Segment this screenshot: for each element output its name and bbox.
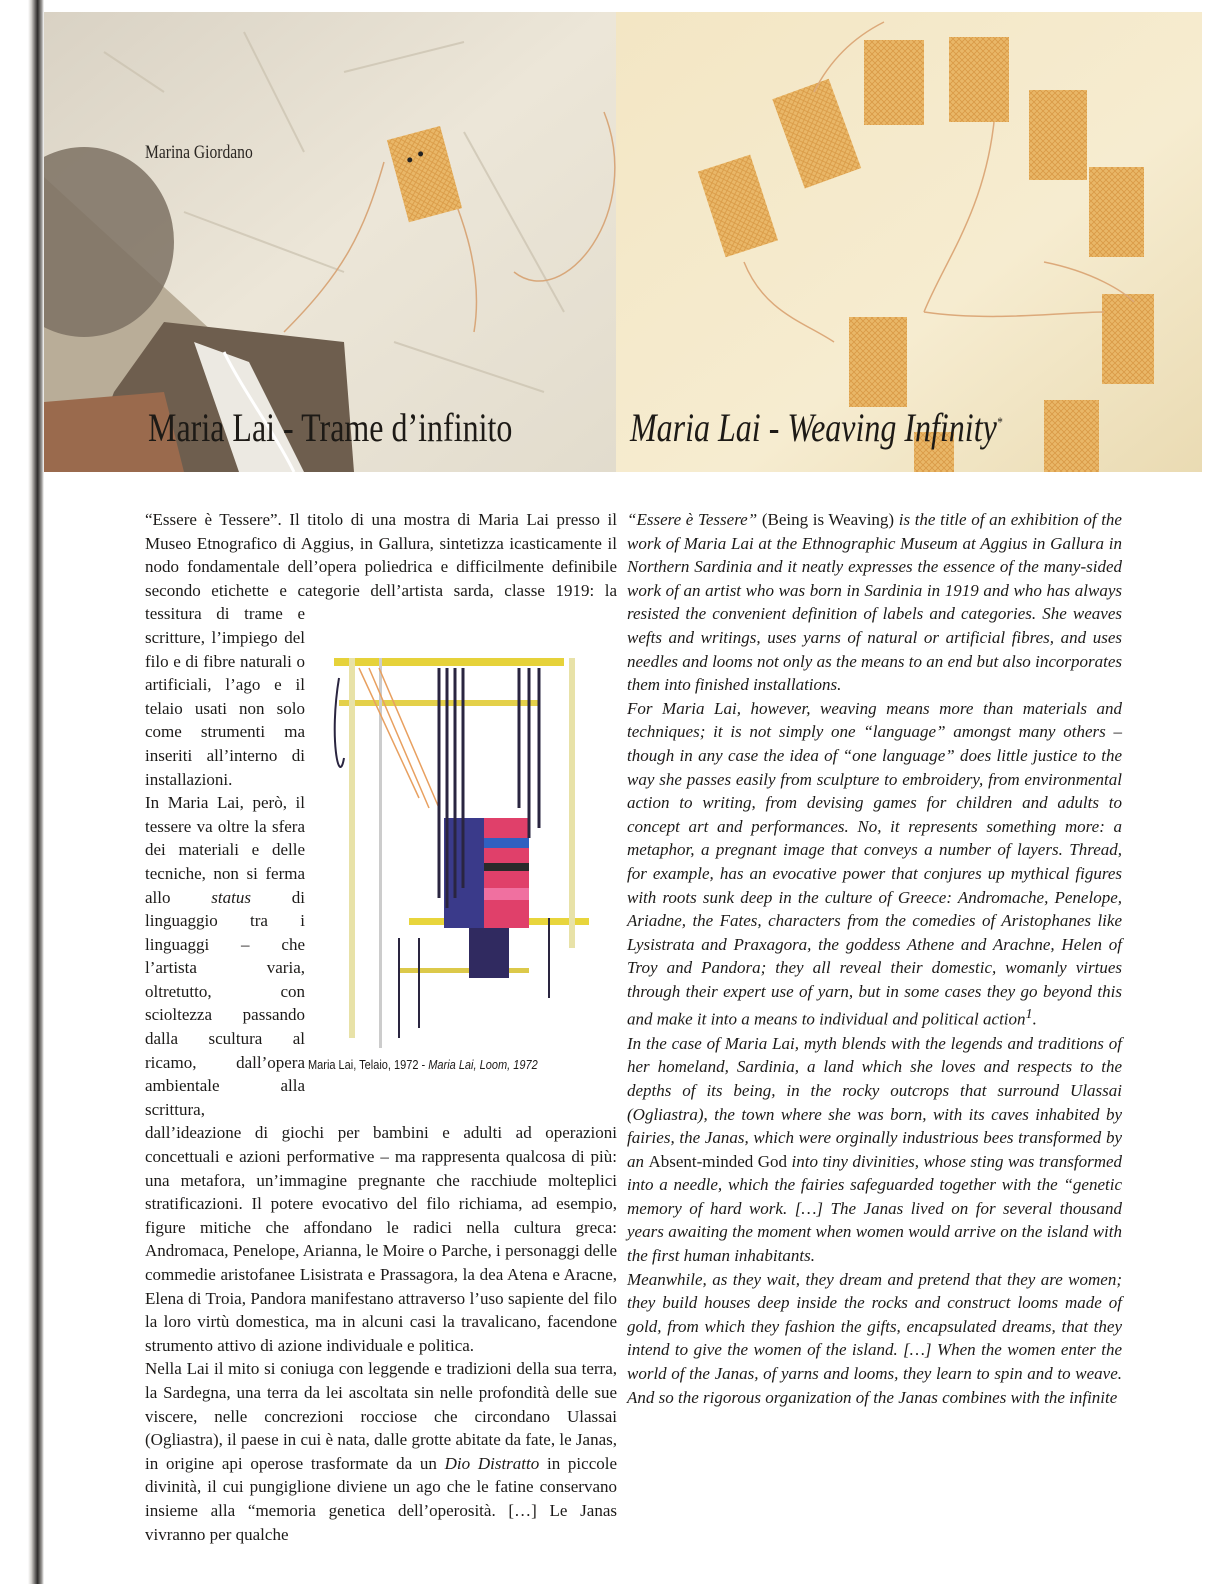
text-segment: “Essere è Tessere” bbox=[627, 510, 762, 529]
italian-column bbox=[145, 508, 617, 1546]
loom-figure bbox=[305, 604, 617, 1100]
title-italian: Maria Lai - Trame d’infinito bbox=[148, 405, 513, 450]
header-banner bbox=[44, 12, 1202, 472]
text-segment: Nella Lai il mito si coniuga con leggende e tradizioni della sua terra, la Sardegna, una terra da lei ascoltata sin nelle profondità delle sue viscere, nelle concrezioni rocciose che circondano Ulassai (Ogliastra), il paese in cui è nata, dalle grotte abitate da fate, le Janas, in origine api operose trasformate da un bbox=[145, 1359, 617, 1473]
text-segment: . bbox=[1032, 1010, 1037, 1030]
text-segment-roman: (Being is Weaving) bbox=[761, 510, 895, 529]
english-paragraph bbox=[627, 697, 1122, 1032]
author-name: Marina Giordano bbox=[145, 142, 253, 163]
english-column bbox=[627, 508, 1122, 1409]
caption-english: Maria Lai, Loom, 1972 bbox=[428, 1058, 538, 1073]
text-segment-italic: status bbox=[211, 887, 251, 907]
english-paragraph bbox=[627, 1032, 1122, 1268]
text-segment: di linguaggio tra i linguaggi – che l’artista varia, oltretutto, con scioltezza passando dalla scultura al ricamo, dall’opera ambientale alla scrittura, dall’ideazione di giochi per bambini e adulti ad operazioni concettuali e azioni performative – ma rappresenta qualcosa di più: una metafora, un’immagine pregnante che racchiude molteplici stratificazioni. Il potere evocativo del filo richiama, ad esempio, figure mitiche che affondano le radici nella cultura greca: Andromaca, Penelope, Arianna, le Moire o Parche, i personaggi delle commedie aristofanee Lisistrata e Prassagora, la dea Atena e Aracne, Elena di Troia, Pandora manifestano attraverso l’uso sapiente del filo la loro virtù domestica, ma in alcuni casi la travalicano, facendone strumento attivo di azione individuale e politica. bbox=[145, 887, 617, 1355]
english-paragraph bbox=[627, 508, 1122, 697]
loom-image bbox=[319, 638, 604, 1058]
caption-italian: Maria Lai, Telaio, 1972 - bbox=[308, 1058, 429, 1073]
text-segment-italic: Dio Distratto bbox=[444, 1453, 540, 1473]
english-paragraph: Meanwhile, as they wait, they dream and pretend that they are women; they build houses deep inside the rocks and construct looms made of gold, from which they fashion the gifts, encapsulated dreams, that they intend to give the women of the island. […] When the women enter the world of the Janas, of yarns and looms, they learn to spin and to weave. And so the rigorous organization of the Janas combines with the infinite bbox=[627, 1269, 1122, 1407]
page-spine bbox=[28, 0, 44, 1584]
text-segment: into tiny divinities, whose sting was transformed into a needle, which the fairies safeguarded together with the “genetic memory of hard work. […] The Janas lived on for several thousand years awaiting the moment when women would arrive on the island with the first human inhabitants. bbox=[627, 1151, 1123, 1266]
text-segment-roman: Absent-minded God bbox=[648, 1151, 788, 1171]
text-segment: In Maria Lai, però, il tessere va oltre la sfera dei materiali e delle tecniche, non si ferma allo bbox=[145, 793, 305, 907]
banner-artwork bbox=[44, 12, 1202, 472]
text-segment: In the case of Maria Lai, myth blends with the legends and traditions of her homeland, Sardinia, a land which she loves and respects to the depths of its being, in the rocky outcrops that surround Ulassai (Ogliastra), the town where she was born, with its caves inhabited by fairies, the Janas, which were orginally industrious bees transformed by an bbox=[627, 1033, 1122, 1171]
text-segment: in piccole divinità, il cui pungiglione diviene un ago che le fatine conservano insieme alla “memoria genetica dell’operosità. […] Le Janas vivranno per qualche bbox=[145, 1453, 618, 1544]
italian-paragraph bbox=[145, 1357, 617, 1546]
title-english bbox=[630, 404, 1002, 451]
text-segment: For Maria Lai, however, weaving means more than materials and techniques; it is not simply one “language” amongst many others – though in any case the idea of “one language” does little justice to the way she passes easily from sculpture to embroidery, from environmental action to writing, from devising games for children and adults to concept art and performances. No, it represents something more: a metaphor, a pregnant image that conveys a number of layers. Thread, for example, has an evocative power that conjures up mythical figures with roots sunk deep in the culture of Greece: Andromache, Penelope, Ariadne, the Fates, characters from the comedies of Aristophanes like Lysistrata and Praxagora, the goddess Athene and Arachne, Helen of Troy and Pandora; they all reveal their domestic, womanly virtues through their expert use of yarn, but in some cases they go beyond this and make it into a means to individual and political action bbox=[627, 698, 1122, 1030]
text-segment: is the title of an exhibition of the work of Maria Lai at the Ethnographic Museum at Aggius in Gallura in Northern Sardinia and it neatly expresses the essence of the many-sided work of an artist who was born in Sardinia in 1919 and who has always resisted the convenient definition of labels and categories. She weaves wefts and writings, uses yarns of natural or artificial fibres, and uses needles and looms not only as the means to an end but also incorporates them into finished installations. bbox=[627, 510, 1122, 695]
italian-paragraph: “Essere è Tessere”. Il titolo di una mostra di Maria Lai presso il Museo Etnografico di Aggius, in Gallura, sintetizza icasticamente il nodo fondamentale dell’opera poliedrica e difficilmente definibile secondo etichette e categorie dell’artista sarda, classe 1919: la tessitura di trame e scritture, l’impiego del filo e di fibre naturali o artificiali, l’ago e il telaio usati non solo come strumenti ma inseriti all’interno di installazioni. bbox=[145, 510, 617, 789]
footnote-ref: 1 bbox=[1025, 1006, 1033, 1023]
figure-caption bbox=[308, 1054, 538, 1078]
title-english-text: Maria Lai - Weaving Infinity bbox=[630, 405, 997, 450]
title-footnote-mark: * bbox=[996, 415, 1003, 431]
